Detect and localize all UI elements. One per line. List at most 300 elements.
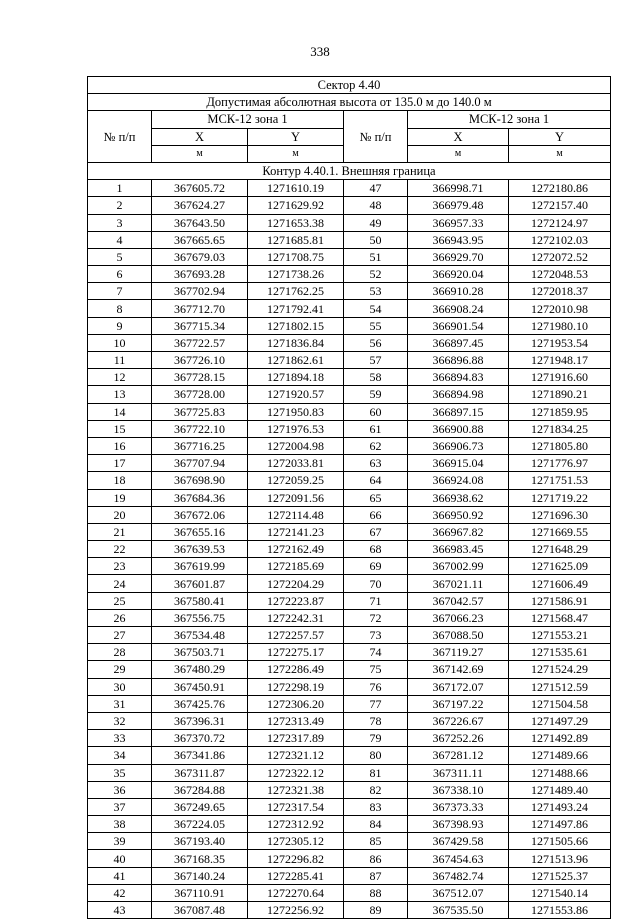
point-number-left: 23 [88,558,152,575]
point-number-left: 17 [88,455,152,472]
y-right: 1271497.29 [509,712,611,729]
point-number-left: 42 [88,884,152,901]
table-row [88,730,611,747]
coordinates-table [87,76,611,919]
y-right: 1272048.53 [509,266,611,283]
table-row [88,214,611,231]
x-right: 366908.24 [408,300,509,317]
point-number-left: 37 [88,798,152,815]
unit-y-left: м [248,145,344,162]
crs-header-left: МСК-12 зона 1 [152,111,344,128]
table-row [88,575,611,592]
height-limit-row [88,94,611,111]
point-number-right: 69 [344,558,408,575]
y-left: 1271610.19 [248,180,344,197]
point-number-right: 62 [344,437,408,454]
point-number-left: 9 [88,317,152,334]
point-number-left: 29 [88,661,152,678]
x-right: 366950.92 [408,506,509,523]
crs-header-right: МСК-12 зона 1 [408,111,611,128]
y-right: 1271568.47 [509,609,611,626]
x-right: 367429.58 [408,833,509,850]
contour-title: Контур 4.40.1. Внешняя граница [88,162,611,179]
y-left: 1272317.89 [248,730,344,747]
x-right: 367066.23 [408,609,509,626]
y-left: 1271920.57 [248,386,344,403]
table-row [88,644,611,661]
y-left: 1271950.83 [248,403,344,420]
y-left: 1271802.15 [248,317,344,334]
table-row [88,747,611,764]
point-number-left: 24 [88,575,152,592]
x-left: 367503.71 [152,644,248,661]
coordinates-table-body [88,77,611,919]
point-number-right: 55 [344,317,408,334]
point-number-right: 54 [344,300,408,317]
y-right: 1271553.21 [509,627,611,644]
x-left: 367450.91 [152,678,248,695]
point-number-right: 87 [344,867,408,884]
point-number-right: 49 [344,214,408,231]
x-right: 367002.99 [408,558,509,575]
table-row [88,420,611,437]
x-right: 367042.57 [408,592,509,609]
point-number-left: 2 [88,197,152,214]
point-number-right: 63 [344,455,408,472]
table-row [88,592,611,609]
table-row [88,386,611,403]
y-left: 1272285.41 [248,867,344,884]
point-number-left: 39 [88,833,152,850]
y-right: 1271488.66 [509,764,611,781]
y-left: 1272004.98 [248,437,344,454]
x-right: 366915.04 [408,455,509,472]
x-left: 367725.83 [152,403,248,420]
x-right: 366920.04 [408,266,509,283]
x-left: 367534.48 [152,627,248,644]
contour-title-row [88,162,611,179]
y-right: 1271980.10 [509,317,611,334]
table-row [88,816,611,833]
x-left: 367619.99 [152,558,248,575]
unit-x-left: м [152,145,248,162]
y-left: 1271792.41 [248,300,344,317]
table-row [88,334,611,351]
y-right: 1271669.55 [509,523,611,540]
point-number-right: 75 [344,661,408,678]
y-right: 1271505.66 [509,833,611,850]
x-left: 367224.05 [152,816,248,833]
point-number-right: 84 [344,816,408,833]
y-left: 1272286.49 [248,661,344,678]
y-left: 1271762.25 [248,283,344,300]
x-left: 367728.15 [152,369,248,386]
table-row [88,781,611,798]
point-number-left: 4 [88,231,152,248]
table-row [88,523,611,540]
point-number-right: 85 [344,833,408,850]
point-number-right: 74 [344,644,408,661]
y-right: 1272072.52 [509,248,611,265]
y-left: 1272091.56 [248,489,344,506]
table-row [88,678,611,695]
y-left: 1272298.19 [248,678,344,695]
point-number-right: 80 [344,747,408,764]
point-number-left: 30 [88,678,152,695]
x-left: 367655.16 [152,523,248,540]
x-left: 367193.40 [152,833,248,850]
point-number-right: 67 [344,523,408,540]
x-right: 366896.88 [408,352,509,369]
x-left: 367726.10 [152,352,248,369]
x-left: 367311.87 [152,764,248,781]
y-right: 1271696.30 [509,506,611,523]
point-number-left: 19 [88,489,152,506]
point-number-left: 26 [88,609,152,626]
y-header-right: Y [509,128,611,145]
point-number-right: 77 [344,695,408,712]
x-left: 367624.27 [152,197,248,214]
y-right: 1271776.97 [509,455,611,472]
table-row [88,506,611,523]
point-number-right: 48 [344,197,408,214]
x-left: 367249.65 [152,798,248,815]
x-right: 367281.12 [408,747,509,764]
x-right: 366924.08 [408,472,509,489]
point-number-left: 31 [88,695,152,712]
point-number-left: 10 [88,334,152,351]
point-number-right: 51 [344,248,408,265]
x-left: 367480.29 [152,661,248,678]
x-right: 366897.15 [408,403,509,420]
table-row [88,833,611,850]
point-number-left: 18 [88,472,152,489]
y-right: 1271834.25 [509,420,611,437]
point-number-left: 36 [88,781,152,798]
x-left: 367702.94 [152,283,248,300]
x-right: 367088.50 [408,627,509,644]
point-number-left: 35 [88,764,152,781]
point-number-left: 22 [88,541,152,558]
point-number-right: 60 [344,403,408,420]
y-right: 1272010.98 [509,300,611,317]
point-number-left: 34 [88,747,152,764]
x-right: 366910.28 [408,283,509,300]
point-number-right: 86 [344,850,408,867]
y-left: 1272162.49 [248,541,344,558]
y-right: 1271524.29 [509,661,611,678]
x-right: 366967.82 [408,523,509,540]
y-left: 1272313.49 [248,712,344,729]
point-number-right: 66 [344,506,408,523]
x-right: 367338.10 [408,781,509,798]
y-right: 1271492.89 [509,730,611,747]
x-left: 367707.94 [152,455,248,472]
y-left: 1272256.92 [248,902,344,919]
point-number-left: 40 [88,850,152,867]
x-left: 367425.76 [152,695,248,712]
point-number-right: 56 [344,334,408,351]
table-row [88,437,611,454]
point-number-left: 41 [88,867,152,884]
x-right: 367142.69 [408,661,509,678]
x-left: 367698.90 [152,472,248,489]
point-number-right: 76 [344,678,408,695]
x-right: 366983.45 [408,541,509,558]
y-right: 1271525.37 [509,867,611,884]
y-left: 1272223.87 [248,592,344,609]
crs-row [88,111,611,128]
x-left: 367396.31 [152,712,248,729]
x-left: 367639.53 [152,541,248,558]
y-left: 1272306.20 [248,695,344,712]
y-left: 1272305.12 [248,833,344,850]
point-number-left: 5 [88,248,152,265]
x-right: 367197.22 [408,695,509,712]
x-right: 367119.27 [408,644,509,661]
table-row [88,317,611,334]
table-row [88,558,611,575]
x-header-right: X [408,128,509,145]
point-number-right: 82 [344,781,408,798]
y-left: 1271836.84 [248,334,344,351]
y-right: 1271586.91 [509,592,611,609]
table-row [88,798,611,815]
table-row [88,455,611,472]
point-number-left: 14 [88,403,152,420]
x-right: 366957.33 [408,214,509,231]
y-right: 1271606.49 [509,575,611,592]
point-number-left: 7 [88,283,152,300]
x-right: 367226.67 [408,712,509,729]
y-left: 1272033.81 [248,455,344,472]
num-header-right: № п/п [344,111,408,163]
x-right: 366929.70 [408,248,509,265]
x-left: 367716.25 [152,437,248,454]
point-number-left: 20 [88,506,152,523]
x-left: 367672.06 [152,506,248,523]
table-row [88,609,611,626]
point-number-right: 72 [344,609,408,626]
x-left: 367715.34 [152,317,248,334]
unit-y-right: м [509,145,611,162]
x-right: 366943.95 [408,231,509,248]
x-left: 367722.10 [152,420,248,437]
x-left: 367643.50 [152,214,248,231]
x-left: 367605.72 [152,180,248,197]
x-right: 367482.74 [408,867,509,884]
y-left: 1272322.12 [248,764,344,781]
point-number-left: 15 [88,420,152,437]
point-number-right: 52 [344,266,408,283]
table-row [88,352,611,369]
y-right: 1271948.17 [509,352,611,369]
point-number-left: 12 [88,369,152,386]
point-number-right: 57 [344,352,408,369]
x-left: 367087.48 [152,902,248,919]
y-right: 1272180.86 [509,180,611,197]
point-number-right: 68 [344,541,408,558]
point-number-left: 3 [88,214,152,231]
point-number-left: 38 [88,816,152,833]
point-number-right: 47 [344,180,408,197]
x-right: 367252.26 [408,730,509,747]
x-right: 366901.54 [408,317,509,334]
y-left: 1271894.18 [248,369,344,386]
point-number-right: 81 [344,764,408,781]
x-right: 367454.63 [408,850,509,867]
x-left: 367712.70 [152,300,248,317]
x-right: 366900.88 [408,420,509,437]
y-left: 1272321.12 [248,747,344,764]
x-left: 367601.87 [152,575,248,592]
table-row [88,231,611,248]
point-number-right: 50 [344,231,408,248]
x-right: 367373.33 [408,798,509,815]
point-number-right: 78 [344,712,408,729]
point-number-right: 65 [344,489,408,506]
y-right: 1271625.09 [509,558,611,575]
point-number-left: 16 [88,437,152,454]
table-row [88,489,611,506]
x-left: 367168.35 [152,850,248,867]
point-number-right: 59 [344,386,408,403]
y-right: 1272102.03 [509,231,611,248]
y-left: 1272275.17 [248,644,344,661]
point-number-left: 1 [88,180,152,197]
y-left: 1272296.82 [248,850,344,867]
point-number-left: 8 [88,300,152,317]
x-left: 367728.00 [152,386,248,403]
point-number-right: 64 [344,472,408,489]
height-limit: Допустимая абсолютная высота от 135.0 м до 140.0 м [88,94,611,111]
y-right: 1271648.29 [509,541,611,558]
x-right: 366979.48 [408,197,509,214]
y-right: 1271953.54 [509,334,611,351]
table-row [88,248,611,265]
y-right: 1271535.61 [509,644,611,661]
table-row [88,867,611,884]
table-row [88,884,611,901]
x-left: 367679.03 [152,248,248,265]
x-right: 366938.62 [408,489,509,506]
point-number-right: 79 [344,730,408,747]
unit-x-right: м [408,145,509,162]
table-row [88,764,611,781]
y-left: 1272185.69 [248,558,344,575]
y-left: 1271976.53 [248,420,344,437]
x-left: 367693.28 [152,266,248,283]
x-header-left: X [152,128,248,145]
y-right: 1271553.86 [509,902,611,919]
y-left: 1271708.75 [248,248,344,265]
x-right: 367021.11 [408,575,509,592]
x-left: 367722.57 [152,334,248,351]
table-row [88,627,611,644]
x-right: 367311.11 [408,764,509,781]
y-right: 1271513.96 [509,850,611,867]
table-row [88,541,611,558]
y-left: 1272141.23 [248,523,344,540]
x-right: 366998.71 [408,180,509,197]
point-number-left: 6 [88,266,152,283]
x-right: 367512.07 [408,884,509,901]
y-right: 1271489.66 [509,747,611,764]
y-left: 1272270.64 [248,884,344,901]
point-number-right: 83 [344,798,408,815]
x-right: 366894.83 [408,369,509,386]
y-right: 1272018.37 [509,283,611,300]
y-left: 1271685.81 [248,231,344,248]
num-header-left: № п/п [88,111,152,163]
sector-title: Сектор 4.40 [88,77,611,94]
table-row [88,695,611,712]
table-row [88,850,611,867]
y-left: 1272059.25 [248,472,344,489]
y-right: 1271916.60 [509,369,611,386]
y-left: 1272204.29 [248,575,344,592]
point-number-right: 71 [344,592,408,609]
y-right: 1271890.21 [509,386,611,403]
x-left: 367580.41 [152,592,248,609]
y-left: 1271862.61 [248,352,344,369]
y-left: 1272321.38 [248,781,344,798]
point-number-left: 33 [88,730,152,747]
y-left: 1271629.92 [248,197,344,214]
point-number-right: 53 [344,283,408,300]
table-row [88,472,611,489]
table-row [88,661,611,678]
y-right: 1271751.53 [509,472,611,489]
page-number: 338 [310,44,330,59]
y-right: 1271719.22 [509,489,611,506]
y-left: 1272242.31 [248,609,344,626]
y-right: 1271805.80 [509,437,611,454]
x-left: 367370.72 [152,730,248,747]
y-right: 1272157.40 [509,197,611,214]
y-left: 1272312.92 [248,816,344,833]
sector-title-row [88,77,611,94]
point-number-right: 58 [344,369,408,386]
y-right: 1271859.95 [509,403,611,420]
x-right: 366906.73 [408,437,509,454]
table-row [88,180,611,197]
y-right: 1271504.58 [509,695,611,712]
point-number-right: 88 [344,884,408,901]
table-row [88,266,611,283]
x-left: 367341.86 [152,747,248,764]
y-right: 1271489.40 [509,781,611,798]
x-right: 367398.93 [408,816,509,833]
x-left: 367556.75 [152,609,248,626]
table-row [88,369,611,386]
y-left: 1272114.48 [248,506,344,523]
point-number-left: 11 [88,352,152,369]
table-row [88,283,611,300]
point-number-right: 70 [344,575,408,592]
y-left: 1271738.26 [248,266,344,283]
y-header-left: Y [248,128,344,145]
table-row [88,403,611,420]
y-left: 1271653.38 [248,214,344,231]
y-right: 1271493.24 [509,798,611,815]
y-left: 1272257.57 [248,627,344,644]
table-row [88,712,611,729]
point-number-right: 89 [344,902,408,919]
point-number-left: 13 [88,386,152,403]
x-right: 366894.98 [408,386,509,403]
x-left: 367284.88 [152,781,248,798]
